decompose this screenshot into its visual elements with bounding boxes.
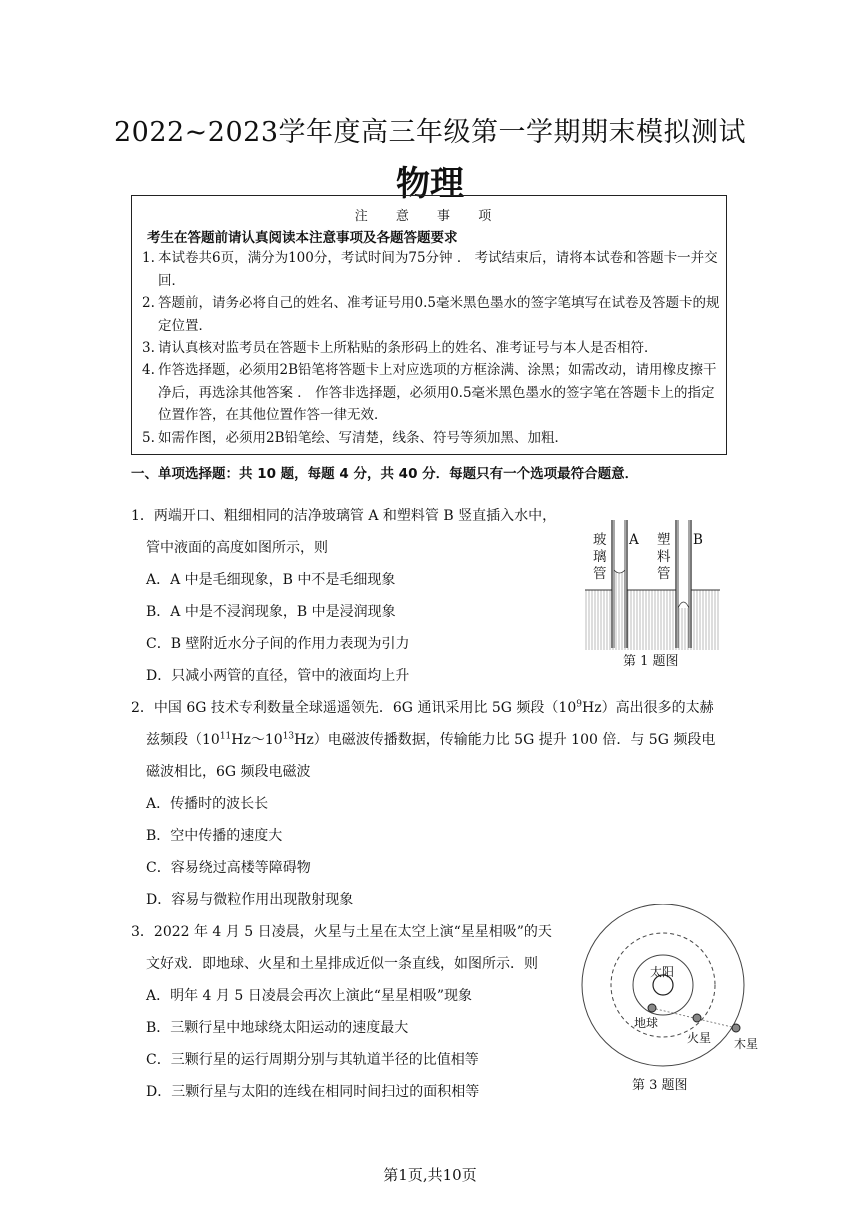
q2-text: Hz）电磁波传播数据，传输能力比 5G 提升 100 倍．与 5G 频段电 bbox=[294, 732, 716, 748]
notice-item-text: 答题前，请务必将自己的姓名、准考证号用0.5毫米黑色墨水的签字笔填写在试卷及答题卡的规定位置． bbox=[158, 295, 720, 334]
earth-icon bbox=[648, 1004, 656, 1012]
q2-text: Hz～10 bbox=[231, 732, 283, 748]
notice-item-num: 2. bbox=[142, 295, 155, 311]
earth-label: 地球 bbox=[634, 1016, 659, 1030]
notice-item-num: 1. bbox=[142, 250, 155, 266]
orbit-diagram bbox=[576, 904, 760, 1074]
q2-text: Hz）高出很多的太赫 bbox=[581, 700, 714, 716]
jupiter-icon bbox=[732, 1024, 740, 1032]
q1-option-a: A．A 中是毛细现象，B 中不是毛细现象 bbox=[146, 572, 396, 588]
notice-requirement: 考生在答题前请认真阅读本注意事项及各题答题要求 bbox=[147, 230, 458, 246]
q1-option-b: B．A 中是不浸润现象，B 中是浸润现象 bbox=[146, 604, 396, 620]
figure-3-orbits bbox=[576, 904, 760, 1100]
notice-title: 注 意 事 项 bbox=[354, 209, 504, 224]
q2-option-a: A．传播时的波长长 bbox=[146, 796, 269, 812]
q1-option-c: C．B 壁附近水分子间的作用力表现为引力 bbox=[146, 636, 410, 652]
question-1-line-2: 管中液面的高度如图所示，则 bbox=[146, 540, 328, 556]
notice-item bbox=[142, 247, 722, 292]
question-2-line-2 bbox=[146, 729, 715, 749]
mars-icon bbox=[693, 1014, 701, 1022]
notice-item bbox=[142, 427, 722, 450]
subject-title: 物理 bbox=[396, 164, 464, 204]
q3-option-b: B．三颗行星中地球绕太阳运动的速度最大 bbox=[146, 1020, 409, 1036]
notice-item bbox=[142, 337, 722, 360]
q2-option-c: C．容易绕过高楼等障碍物 bbox=[146, 860, 311, 876]
tube-b-label: B bbox=[693, 532, 703, 548]
q2-exponent: 11 bbox=[219, 731, 232, 742]
question-2-line-3: 磁波相比，6G 频段电磁波 bbox=[146, 764, 311, 780]
notice-item-num: 5. bbox=[142, 430, 155, 446]
notice-item-text: 如需作图，必须用2B铅笔绘、写清楚，线条、符号等须加黑、加粗． bbox=[158, 430, 569, 446]
notice-item bbox=[142, 292, 722, 337]
question-2-line-1 bbox=[131, 697, 714, 717]
q2-option-b: B．空中传播的速度大 bbox=[146, 828, 283, 844]
q3-option-c: C．三颗行星的运行周期分别与其轨道半径的比值相等 bbox=[146, 1052, 479, 1068]
exam-title: 2022~2023学年度高三年级第一学期期末模拟测试 bbox=[113, 117, 747, 148]
section-heading: 一、单项选择题：共 10 题，每题 4 分，共 40 分．每题只有一个选项最符合题意． bbox=[131, 466, 639, 482]
glass-tube-label: 玻璃管 bbox=[593, 532, 607, 582]
page-footer: 第1页,共10页 bbox=[383, 1166, 477, 1184]
sun-label: 太阳 bbox=[650, 965, 675, 979]
q2-text: 兹频段（10 bbox=[146, 732, 220, 748]
glass-tube-water bbox=[614, 570, 625, 648]
plastic-tube-label: 塑料管 bbox=[657, 532, 671, 582]
q2-text: 2．中国 6G 技术专利数量全球遥遥领先．6G 通讯采用比 5G 频段（10 bbox=[131, 700, 577, 716]
notice-item-num: 3. bbox=[142, 340, 155, 356]
q2-option-d: D．容易与微粒作用出现散射现象 bbox=[146, 892, 354, 908]
question-3-line-2: 文好戏．即地球、火星和土星排成近似一条直线，如图所示．则 bbox=[146, 956, 538, 972]
notice-item-num: 4. bbox=[142, 362, 155, 378]
notice-item-text: 本试卷共6页，满分为100分，考试时间为75分钟 ． 考试结束后，请将本试卷和答题卡一并交回． bbox=[158, 250, 718, 289]
figure-1-capillary bbox=[585, 518, 720, 668]
question-3-line-1: 3．2022 年 4 月 5 日凌晨，火星与土星在太空上演“星星相吸”的天 bbox=[131, 924, 552, 940]
plastic-tube-water bbox=[678, 606, 689, 648]
q1-option-d: D．只减小两管的直径，管中的液面均上升 bbox=[146, 668, 410, 684]
q2-exponent: 9 bbox=[576, 699, 582, 710]
notice-item bbox=[142, 359, 722, 427]
notice-item-text: 作答选择题，必须用2B铅笔将答题卡上对应选项的方框涂满、涂黑；如需改动，请用橡皮擦干净后，再选涂其他答案 ． 作答非选择题，必须用0.5毫米黑色墨水的签字笔在答题卡上的指定位置作答，在其他位置作答一律无效． bbox=[158, 362, 717, 423]
q2-exponent: 13 bbox=[282, 731, 295, 742]
jupiter-label: 木星 bbox=[734, 1037, 759, 1051]
tube-a-label: A bbox=[629, 532, 639, 548]
water-region bbox=[585, 590, 720, 650]
notice-box bbox=[131, 195, 727, 455]
figure-3-caption: 第 3 题图 bbox=[632, 1078, 688, 1093]
mars-label: 火星 bbox=[687, 1031, 712, 1045]
question-1-line-1: 1．两端开口、粗细相同的洁净玻璃管 A 和塑料管 B 竖直插入水中， bbox=[131, 508, 557, 524]
q3-option-a: A．明年 4 月 5 日凌晨会再次上演此“星星相吸”现象 bbox=[146, 988, 473, 1004]
figure-1-caption: 第 1 题图 bbox=[623, 654, 679, 669]
q3-option-d: D．三颗行星与太阳的连线在相同时间扫过的面积相等 bbox=[146, 1084, 480, 1100]
notice-item-text: 请认真核对监考员在答题卡上所粘贴的条形码上的姓名、准考证号与本人是否相符． bbox=[158, 340, 658, 356]
